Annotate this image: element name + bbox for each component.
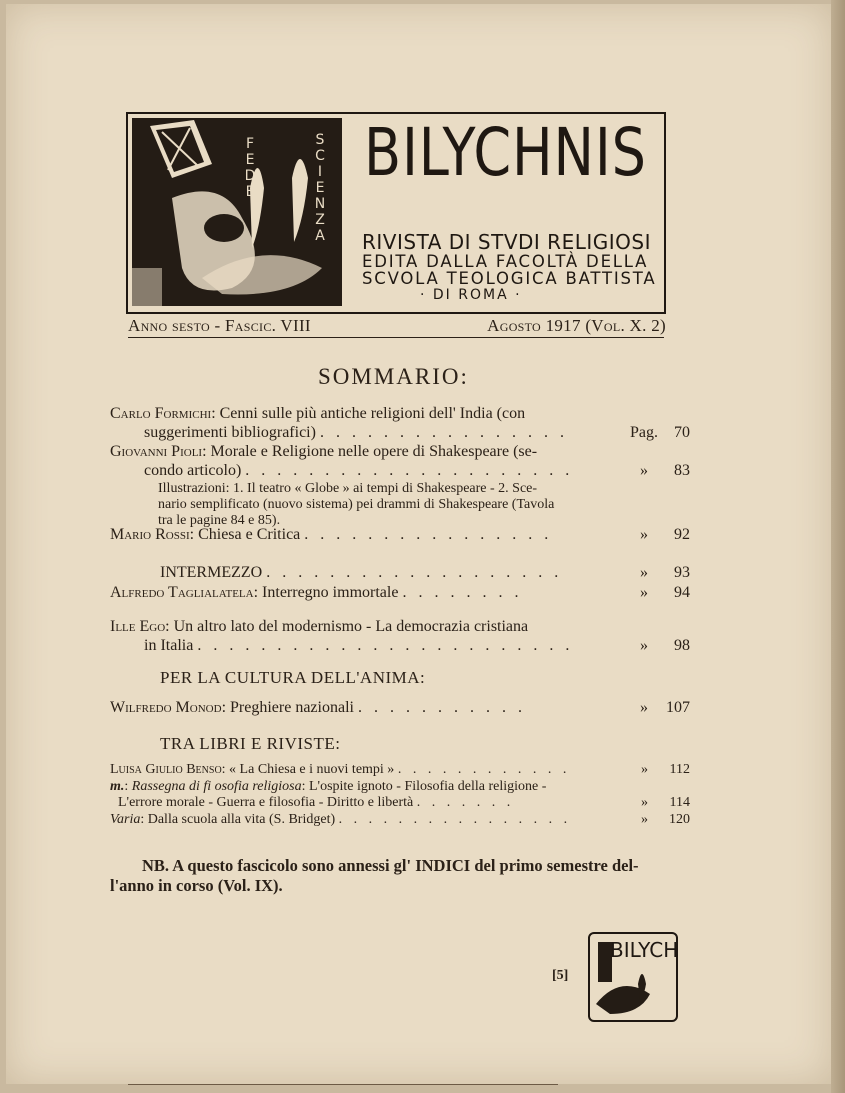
nb-note	[110, 856, 692, 896]
masthead-woodcut	[132, 118, 342, 306]
toc-entry-ille-ego[interactable]: Ille Ego: Un altro lato del modernismo - La democrazia cristiana in Italia . . . . . . . . . . . . . . . . . . . . . . . . » 98	[110, 618, 690, 654]
toc-page: 92	[674, 526, 690, 543]
toc-section-title: INTERMEZZO	[160, 564, 263, 581]
toc-entry-formichi[interactable]: Carlo Formichi: Cenni sulle più antiche religioni dell' India (con suggerimenti bibliografici) . . . . . . . . . . . . . . . . Pag. 70	[110, 405, 690, 441]
toc-title-italic: Varia	[110, 812, 141, 827]
toc-heading: SOMMARIO:	[318, 364, 469, 389]
raquo-mark: »	[640, 526, 648, 543]
raquo-mark: »	[640, 564, 648, 581]
toc-title: : « La Chiesa e i nuovi tempi »	[221, 762, 395, 777]
toc-title-cont: L'errore morale - Guerra e filosofia - Diritto e libertà	[118, 795, 414, 810]
lamp-illustration	[132, 118, 342, 306]
toc-title: : Dalla scuola alla vita (S. Bridget)	[140, 812, 336, 827]
subtitle-line-4: · DI ROMA ·	[420, 286, 522, 303]
toc-page: 114	[669, 795, 690, 810]
toc-author: Carlo Formichi	[110, 405, 212, 422]
toc-title: : Preghiere nazionali	[221, 699, 354, 716]
masthead	[126, 112, 666, 314]
toc-author: Alfredo Taglialatela	[110, 584, 254, 601]
raquo-mark: »	[641, 762, 648, 777]
toc-entry-rassegna[interactable]: m.: Rassegna di fi osofia religiosa: L'ospite ignoto - Filosofia della religione - L'errore morale - Guerra e filosofia - Diritto e libertà . . . . . . . » 114	[110, 779, 690, 810]
journal-title: BILYCHNIS	[364, 114, 647, 191]
illus-line-3: tra le pagine 84 e 85).	[158, 513, 281, 528]
issue-year: Anno sesto - Fascic. VIII	[128, 316, 311, 335]
toc-section-cultura: PER LA CULTURA DELL'ANIMA:	[160, 668, 426, 687]
page-number: [5]	[552, 968, 569, 983]
subtitle-line-2: EDITA DALLA FACOLTÀ DELLA	[362, 252, 649, 271]
illus-line-1: Illustrazioni: 1. Il teatro « Globe » ai tempi di Shakespeare - 2. Sce-	[158, 481, 538, 496]
raquo-mark: »	[640, 584, 648, 601]
toc-entry-intermezzo[interactable]: INTERMEZZO . . . . . . . . . . . . . . . . . . . » 93	[110, 563, 690, 582]
raquo-mark: »	[640, 637, 648, 654]
toc-page: 98	[674, 637, 690, 654]
colophon-text: BILYCH	[610, 938, 679, 962]
toc-entry-varia[interactable]: Varia: Dalla scuola alla vita (S. Bridget) . . . . . . . . . . . . . . . . » 120	[110, 812, 690, 827]
toc-title-cont: condo articolo)	[144, 462, 242, 479]
colophon-logo	[588, 932, 678, 1022]
nb-line-1: NB. A questo fascicolo sono annessi gl' INDICI del primo semestre del-	[142, 856, 639, 875]
issue-date: Agosto 1917 (Vol. X. 2)	[487, 316, 666, 335]
subtitle-line-1: RIVISTA DI STVDI RELIGIOSI	[362, 230, 651, 254]
toc-page: 94	[674, 584, 690, 601]
toc-entry-monod[interactable]: Wilfredo Monod: Preghiere nazionali . . . . . . . . . . . » 107	[110, 699, 690, 716]
illus-line-2: nario semplificato (nuovo sistema) pei drammi di Shakespeare (Tavola	[158, 497, 555, 512]
toc-author: Ille Ego	[110, 618, 166, 635]
toc-page: 112	[669, 762, 690, 777]
toc-entry-rossi[interactable]: Mario Rossi: Chiesa e Critica . . . . . . . . . . . . . . . . » 92	[110, 526, 690, 543]
raquo-mark: »	[641, 795, 648, 810]
toc-title: : Interregno immortale	[253, 584, 399, 601]
toc-author: Luisa Giulio Benso	[110, 762, 222, 777]
toc-page: 120	[669, 812, 690, 827]
toc-title-cont: in Italia	[144, 637, 194, 654]
toc-prefix: m.	[110, 779, 125, 794]
raquo-mark: »	[640, 699, 648, 716]
raquo-mark: »	[641, 812, 648, 827]
pag-label: Pag.	[630, 424, 658, 441]
toc-title-italic: Rassegna di fi osofia religiosa	[131, 779, 302, 794]
fede-label: FEDE	[242, 136, 258, 200]
toc-author: Giovanni Pioli	[110, 443, 203, 460]
toc-illustrations	[158, 481, 618, 529]
toc-section-libri: TRA LIBRI E RIVISTE:	[160, 734, 341, 753]
toc-page: 70	[674, 424, 690, 441]
toc-entry-benso[interactable]: Luisa Giulio Benso: « La Chiesa e i nuovi tempi » . . . . . . . . . . . . » 112	[110, 762, 690, 777]
toc-title: : Cenni sulle più antiche religioni dell' India (con	[211, 405, 526, 422]
toc-entry-pioli[interactable]: Giovanni Pioli: Morale e Religione nelle opere di Shakespeare (se- condo articolo) . . . . . . . . . . . . . . . . . . . . . » 83	[110, 443, 690, 479]
journal-subtitle	[362, 232, 662, 302]
scienza-label: SCIENZA	[312, 132, 328, 244]
divider	[128, 337, 664, 338]
toc-title: : Chiesa e Critica	[189, 526, 301, 543]
toc-page: 83	[674, 462, 690, 479]
subtitle-line-3: SCVOLA TEOLOGICA BATTISTA	[362, 269, 657, 289]
toc-entry-taglialatela[interactable]: Alfredo Taglialatela: Interregno immortale . . . . . . . . » 94	[110, 584, 690, 601]
page-edge	[831, 0, 845, 1093]
nb-line-2: l'anno in corso (Vol. IX).	[110, 876, 283, 895]
toc-author: Mario Rossi	[110, 526, 190, 543]
issue-info	[128, 316, 666, 336]
toc-title-cont: suggerimenti bibliografici)	[144, 424, 316, 441]
toc-page: 93	[674, 564, 690, 581]
toc-title: : Morale e Religione nelle opere di Shakespeare (se-	[202, 443, 538, 460]
toc-page: 107	[666, 699, 690, 716]
raquo-mark: »	[640, 462, 648, 479]
toc-title: : L'ospite ignoto - Filosofia della religione -	[301, 779, 547, 794]
bottom-rule	[128, 1084, 558, 1085]
toc-title: : Un altro lato del modernismo - La democrazia cristiana	[165, 618, 529, 635]
toc-author: Wilfredo Monod	[110, 699, 222, 716]
